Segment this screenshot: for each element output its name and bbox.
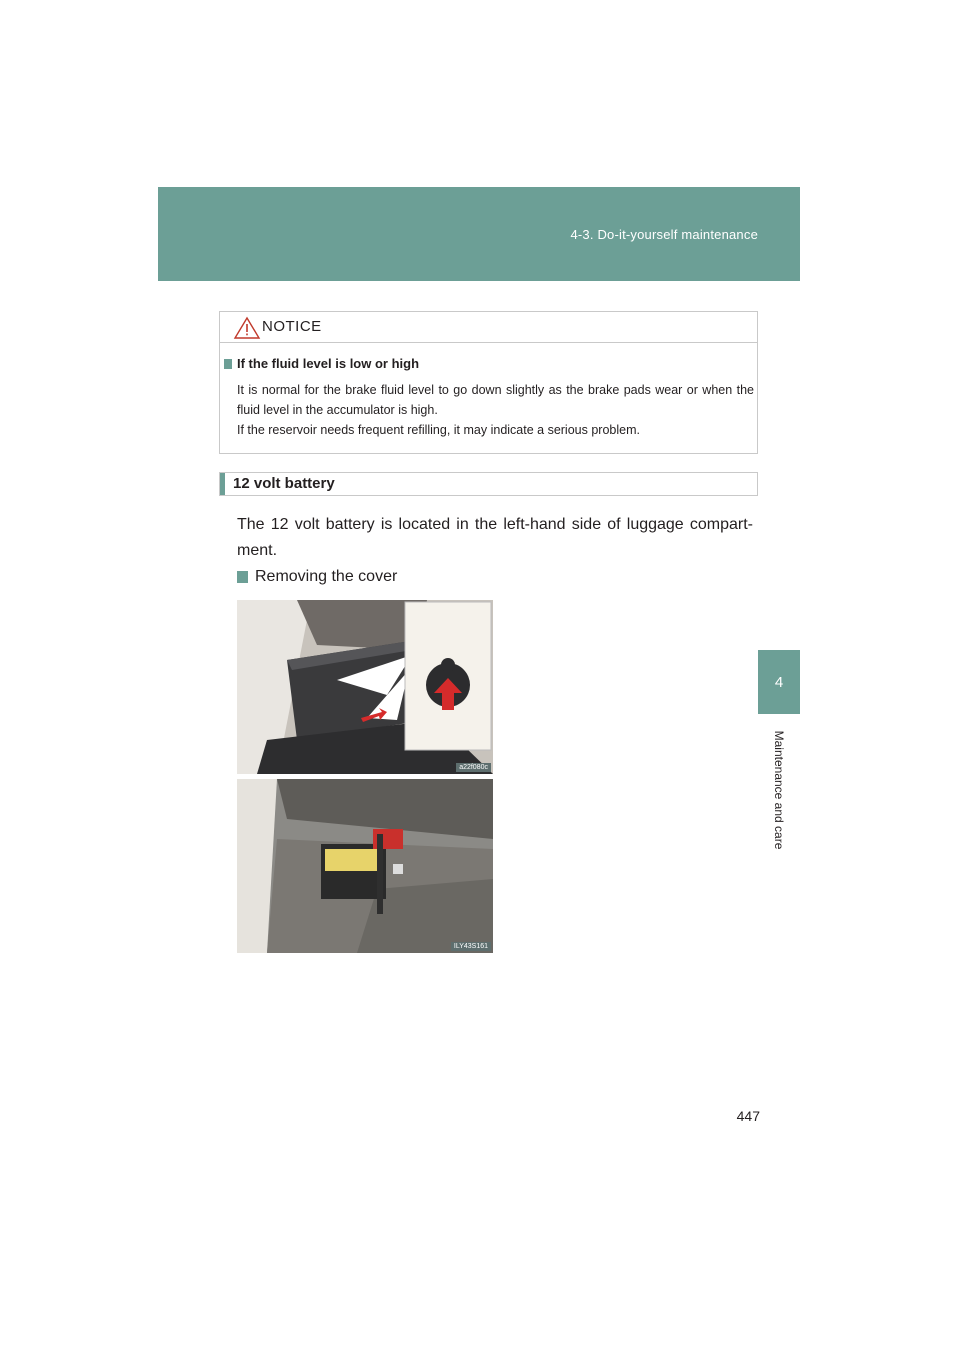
sub-heading [237, 568, 397, 586]
cover-removal-image [237, 600, 493, 774]
notice-line: It is normal for the brake fluid level to go down slightly as the brake pads wear or when the fluid level in the accumulator is high. [237, 383, 754, 417]
section-title: 4-3. Do-it-yourself maintenance [570, 227, 758, 242]
notice-line: If the reservoir needs frequent refilling, it may indicate a serious problem. [237, 423, 640, 437]
section-accent [220, 473, 225, 495]
chapter-tab[interactable] [758, 650, 800, 714]
battery-location-image [237, 779, 493, 953]
page-number: 447 [736, 1108, 760, 1124]
sub-heading-text: Removing the cover [255, 568, 398, 585]
warning-icon [233, 316, 261, 340]
section-heading [219, 472, 758, 496]
notice-subheading [224, 356, 419, 371]
square-bullet-icon [237, 571, 248, 583]
header-bar [158, 187, 800, 281]
notice-subheading-text: If the fluid level is low or high [237, 356, 420, 371]
notice-box [219, 311, 758, 454]
figure-code: a22f080c [456, 763, 491, 772]
section-heading-text: 12 volt battery [233, 475, 335, 492]
notice-header [220, 312, 757, 343]
square-bullet-icon [224, 359, 232, 369]
chapter-number: 4 [774, 673, 784, 691]
notice-label: NOTICE [262, 318, 322, 335]
notice-body [237, 380, 754, 440]
chapter-label: Maintenance and care [772, 730, 786, 850]
intro-paragraph: The 12 volt battery is located in the left-hand side of luggage compart-ment. [237, 516, 753, 559]
figure-code: ILY43S161 [451, 942, 491, 951]
